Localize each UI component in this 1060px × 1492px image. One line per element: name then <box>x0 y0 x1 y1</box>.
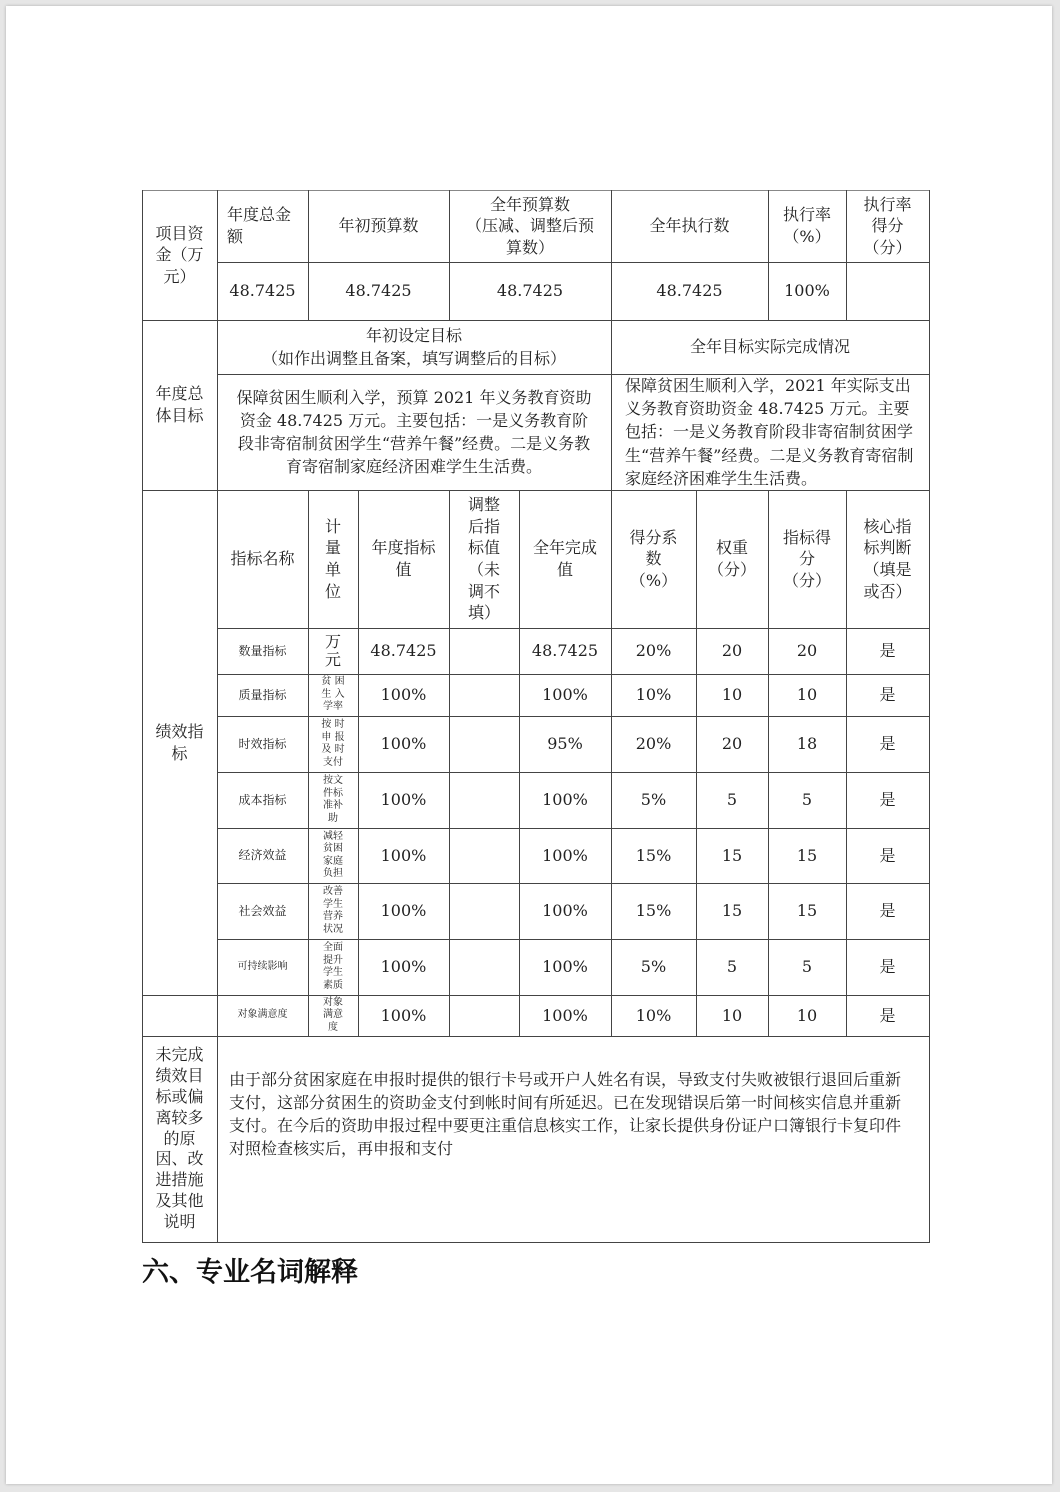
funds-value-rate-score <box>846 262 929 320</box>
perf-row-unit: 按文 件标 准补 助 <box>323 775 343 824</box>
perf-row-name: 时效指标 <box>238 736 287 751</box>
perf-header-name: 指标名称 <box>230 549 295 569</box>
section-heading: 六、专业名词解释 <box>142 1257 358 1288</box>
perf-row-core: 是 <box>879 641 896 661</box>
funds-header-rate-score: 执行率 得分 （分） <box>863 194 912 257</box>
perf-row-target: 100% <box>380 957 427 977</box>
perf-row-unit: 万 元 <box>324 631 341 669</box>
funds-value-initial: 48.7425 <box>345 281 412 301</box>
perf-row-coef: 10% <box>635 1005 672 1025</box>
perf-row-score: 15 <box>796 845 818 865</box>
remarks-row-label: 未完成 绩效目 标或偏 离较多 的原 因、改 进措施 及其他 说明 <box>155 1045 204 1231</box>
annual-goal-row-label: 年度总 体目标 <box>155 384 204 425</box>
perf-row-coef: 20% <box>635 641 672 661</box>
annual-goal-left-header: 年初设定目标 （如作出调整且备案，填写调整后的目标） <box>261 325 566 368</box>
perf-row-name: 数量指标 <box>238 643 287 658</box>
funds-value-rate: 100% <box>784 281 830 301</box>
funds-header-adjusted: 全年预算数 （压减、调整后预 算数） <box>465 194 594 257</box>
perf-row-name: 成本指标 <box>238 792 287 807</box>
funds-value-adjusted: 48.7425 <box>496 281 564 301</box>
perf-row-coef: 5% <box>640 957 667 977</box>
perf-row-coef: 5% <box>640 790 667 810</box>
perf-row-unit: 全面 提升 学生 素质 <box>323 942 343 991</box>
perf-row-adjusted <box>449 716 519 772</box>
perf-row-score: 15 <box>796 901 818 921</box>
perf-row-adjusted <box>449 628 519 674</box>
perf-row-name: 对象满意度 <box>237 1009 288 1021</box>
perf-row-weight: 20 <box>721 641 743 661</box>
perf-row-core: 是 <box>879 790 896 810</box>
perf-row-target: 100% <box>380 1005 427 1025</box>
remarks-text: 由于部分贫困家庭在申报时提供的银行卡号或开户人姓名有误，导致支付失败被银行退回后重新支付，这部分贫困生的资助金支付到帐时间有所延迟。已在发现错误后第一时间核实信息并重新支付。在今后的资助申报过程中要更注重信息核实工作，让家长提供身份证户口簿银行卡复印件对照检查核实后，再申报和支付 <box>229 1069 902 1159</box>
performance-row-label: 绩效指 标 <box>155 721 204 763</box>
perf-row-weight: 15 <box>721 901 743 921</box>
perf-row-coef: 20% <box>635 734 672 754</box>
perf-row-adjusted <box>449 995 519 1036</box>
perf-row-core: 是 <box>879 734 896 754</box>
perf-header-coef: 得分系 数 （%） <box>629 527 678 590</box>
perf-header-score: 指标得 分 （分） <box>782 527 831 590</box>
perf-row-actual: 100% <box>542 1005 588 1025</box>
perf-row-unit: 按 时 申 报 及 时 支付 <box>321 719 345 768</box>
perf-row-core: 是 <box>879 685 896 705</box>
perf-header-weight: 权重 （分） <box>707 538 756 579</box>
perf-row-adjusted <box>449 674 519 716</box>
funds-header-initial: 年初预算数 <box>338 216 419 236</box>
divider <box>929 190 930 1243</box>
perf-header-adjusted: 调整 后指 标值 （未 调不 填） <box>467 495 500 623</box>
perf-row-score: 18 <box>796 734 818 754</box>
perf-row-target: 48.7425 <box>370 641 437 661</box>
perf-row-score: 10 <box>796 685 818 705</box>
funds-row-label: 项目资 金（万 元） <box>155 223 204 286</box>
perf-row-adjusted <box>449 939 519 995</box>
perf-header-core: 核心指 标判断 （填是 或否） <box>863 516 912 601</box>
perf-header-target: 年度指标 值 <box>371 538 436 579</box>
perf-row-unit: 减轻 贫困 家庭 负担 <box>323 830 343 879</box>
perf-row-score: 20 <box>796 641 818 661</box>
annual-goal-right-text: 保障贫困生顺利入学，2021 年实际支出义务教育资助资金 48.7425 万元。主要包括：一是义务教育阶段非寄宿制贫困学生“营养午餐”经费。二是义务教育寄宿制家庭经济困难学生生活费。 <box>625 376 914 488</box>
perf-row-adjusted <box>449 828 519 883</box>
perf-header-unit: 计 量 单 位 <box>324 516 341 601</box>
perf-row-adjusted <box>449 772 519 828</box>
perf-row-core: 是 <box>879 957 896 977</box>
funds-header-total: 年度总金 额 <box>227 205 292 246</box>
perf-row-coef: 10% <box>635 685 672 705</box>
perf-header-actual: 全年完成 值 <box>532 538 597 579</box>
perf-row-actual: 100% <box>542 957 588 977</box>
perf-row-name: 社会效益 <box>238 903 287 918</box>
funds-value-executed: 48.7425 <box>656 281 723 301</box>
perf-row-score: 5 <box>801 957 813 977</box>
perf-row-adjusted <box>449 883 519 939</box>
annual-goal-left-text: 保障贫困生顺利入学，预算 2021 年义务教育资助资金 48.7425 万元。主要包括：一是义务教育阶段非寄宿制贫困学生“营养午餐”经费。二是义务教育寄宿制家庭经济困难学生生活费。 <box>236 387 592 477</box>
perf-row-actual: 48.7425 <box>531 641 599 661</box>
perf-row-coef: 15% <box>635 845 672 865</box>
funds-header-executed: 全年执行数 <box>649 216 730 236</box>
perf-row-core: 是 <box>879 901 896 921</box>
perf-row-weight: 10 <box>721 685 743 705</box>
funds-header-rate: 执行率 （%） <box>782 205 831 246</box>
perf-row-unit: 贫 困 生 入 学率 <box>321 676 345 713</box>
perf-row-unit: 改善 学生 营养 状况 <box>323 886 343 935</box>
perf-row-actual: 100% <box>542 790 588 810</box>
perf-row-name: 经济效益 <box>238 848 287 863</box>
perf-row-actual: 100% <box>542 685 588 705</box>
perf-row-weight: 20 <box>721 734 743 754</box>
perf-row-weight: 15 <box>721 845 743 865</box>
divider <box>142 1242 930 1243</box>
perf-row-target: 100% <box>380 685 427 705</box>
perf-row-weight: 10 <box>721 1005 743 1025</box>
perf-row-target: 100% <box>380 845 427 865</box>
perf-row-name: 可持续影响 <box>237 960 288 972</box>
perf-row-target: 100% <box>380 901 427 921</box>
perf-row-coef: 15% <box>635 901 672 921</box>
perf-row-actual: 100% <box>542 901 588 921</box>
perf-row-unit: 对象 满意 度 <box>323 996 343 1033</box>
perf-row-target: 100% <box>380 734 427 754</box>
perf-row-score: 5 <box>801 790 813 810</box>
perf-row-weight: 5 <box>726 957 738 977</box>
perf-row-target: 100% <box>380 790 427 810</box>
perf-row-weight: 5 <box>726 790 738 810</box>
perf-row-actual: 95% <box>547 734 583 754</box>
annual-goal-right-header: 全年目标实际完成情况 <box>689 337 850 357</box>
perf-row-core: 是 <box>879 1005 896 1025</box>
perf-row-name: 质量指标 <box>238 687 287 702</box>
perf-row-score: 10 <box>796 1005 818 1025</box>
perf-row-core: 是 <box>879 845 896 865</box>
perf-row-actual: 100% <box>542 845 588 865</box>
funds-value-total: 48.7425 <box>229 281 296 301</box>
